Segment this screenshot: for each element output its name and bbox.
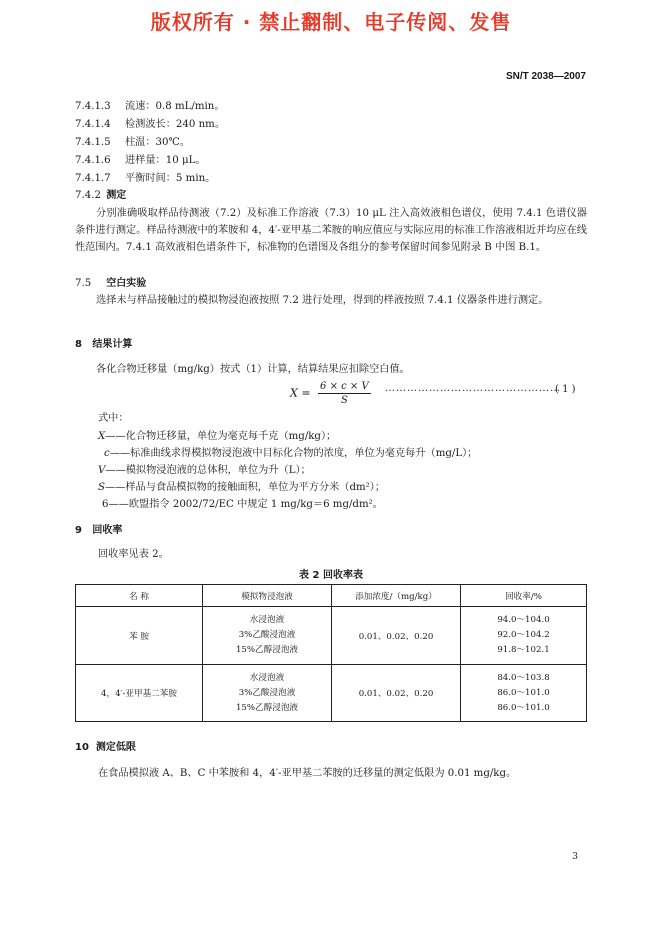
section-number: 9 <box>75 525 82 536</box>
section-number: 7.4.2 <box>75 190 101 201</box>
list-item <box>75 116 225 133</box>
item-number: 7.4.1.5 <box>75 137 111 148</box>
variable-symbol: X <box>98 431 106 442</box>
variable-description: ——样品与食品模拟物的接触面积，单位为平方分米（dm²）； <box>104 482 386 493</box>
list-item <box>75 98 225 115</box>
table-caption: 表 2 回收率表 <box>299 570 363 581</box>
variable-symbol: S <box>98 482 105 493</box>
where-label: 式中： <box>98 413 129 424</box>
table-row <box>76 665 587 722</box>
table-header-row <box>76 585 587 607</box>
section-number: 8 <box>75 339 82 350</box>
section-title: 回收率 <box>92 525 123 536</box>
table-cell: 94.0～104.0 92.0～104.2 91.8～102.1 <box>461 607 587 665</box>
item-number: 7.4.1.4 <box>75 119 111 130</box>
paragraph-10: 在食品模拟液 A、B、C 中苯胺和 4，4′-亚甲基二苯胺的迁移量的测定低限为 0.01 mg/kg。 <box>98 768 517 779</box>
table-cell: 水浸泡液 3%乙酸浸泡液 15%乙醇浸泡液 <box>203 607 332 665</box>
paragraph-8: 各化合物迁移量（mg/kg）按式（1）计算，结算结果应扣除空白值。 <box>96 364 410 375</box>
section-heading-10 <box>75 739 136 756</box>
table-cell: 84.0～103.8 86.0～101.0 86.0～101.0 <box>461 665 587 722</box>
standard-number: SN/T 2038—2007 <box>505 71 586 82</box>
variable-description: ——化合物迁移量，单位为毫克每千克（mg/kg）； <box>105 431 337 442</box>
item-text: 平衡时间：5 min。 <box>125 173 216 184</box>
table-cell: 苯 胺 <box>76 607 203 665</box>
item-text: 柱温：30℃。 <box>125 137 191 148</box>
item-number: 7.4.1.3 <box>75 101 111 112</box>
item-text: 流速：0.8 mL/min。 <box>125 101 225 112</box>
section-heading-9 <box>75 522 122 539</box>
table-header-cell: 模拟物浸泡液 <box>203 585 332 607</box>
formula-leader-dots: ………………………………………… <box>385 383 561 394</box>
section-number: 10 <box>75 742 89 753</box>
paragraph-9: 回收率见表 2。 <box>98 549 169 560</box>
paragraph-742: 分别准确吸取样品待测液（7.2）及标准工作溶液（7.3）10 μL 注入高效液相色谱仪，使用 7.4.1 色谱仪器条件进行测定。样品待测液中的苯胺和 4，4′-亚甲基二苯胺的响应值应与实际应用的标准工作溶液相近并均应在线性范围内。7.4.1 高效液相色谱条件下，标准物的色谱图及各组分的参考保留时间参见附录 B 中图 B.1。 <box>75 208 587 254</box>
variable-definition <box>98 462 311 479</box>
item-number: 7.4.1.7 <box>75 173 111 184</box>
list-item <box>75 134 190 151</box>
variable-definition <box>104 445 477 462</box>
variable-description: ——标准曲线求得模拟物浸泡液中目标化合物的浓度，单位为毫克每升（mg/L）； <box>109 448 478 459</box>
variable-symbol: c <box>104 448 110 459</box>
page-number: 3 <box>572 852 578 862</box>
variable-definition <box>102 496 383 513</box>
table-cell: 4，4′-亚甲基二苯胺 <box>76 665 203 722</box>
section-heading-8 <box>75 336 132 353</box>
copyright-banner: 版权所有 · 禁止翻制、电子传阅、发售 <box>150 10 512 34</box>
list-item <box>75 152 206 169</box>
paragraph-75: 选择未与样品接触过的模拟物浸泡液按照 7.2 进行处理，得到的样液按照 7.4.1 仪器条件进行测定。 <box>96 295 549 306</box>
item-number: 7.4.1.6 <box>75 155 111 166</box>
variable-description: ——模拟物浸泡液的总体积，单位为升（L）； <box>105 465 311 476</box>
section-title: 测定 <box>106 190 127 201</box>
formula-denominator: S <box>340 395 348 406</box>
section-heading-742 <box>75 187 126 204</box>
list-item <box>75 170 215 187</box>
section-title: 空白实验 <box>106 278 147 289</box>
recovery-table <box>75 584 587 722</box>
variable-symbol: 6 <box>102 499 109 510</box>
variable-definition <box>98 479 385 496</box>
formula-numerator: 6 × c × V <box>320 381 369 392</box>
table-header-cell: 名 称 <box>76 585 203 607</box>
formula-fraction <box>318 381 371 406</box>
table-cell: 水浸泡液 3%乙酸浸泡液 15%乙醇浸泡液 <box>203 665 332 722</box>
item-text: 检测波长：240 nm。 <box>125 119 226 130</box>
variable-symbol: V <box>98 465 106 476</box>
section-title: 结果计算 <box>92 339 133 350</box>
section-number: 7.5 <box>75 278 92 289</box>
variable-definition <box>98 428 336 445</box>
variable-description: ——欧盟指令 2002/72/EC 中规定 1 mg/kg＝6 mg/dm²。 <box>108 499 383 510</box>
section-title: 测定低限 <box>95 742 136 753</box>
table-row <box>76 607 587 665</box>
table-header-cell: 回收率/% <box>461 585 587 607</box>
formula <box>290 381 371 406</box>
formula-lhs: X = <box>290 386 311 400</box>
table-header-cell: 添加浓度/（mg/kg） <box>332 585 461 607</box>
table-cell: 0.01、0.02、0.20 <box>332 665 461 722</box>
item-text: 进样量：10 μL。 <box>125 155 206 166</box>
equation-number: ( 1 ) <box>555 384 576 395</box>
section-heading-75 <box>75 275 146 292</box>
table-cell: 0.01、0.02、0.20 <box>332 607 461 665</box>
